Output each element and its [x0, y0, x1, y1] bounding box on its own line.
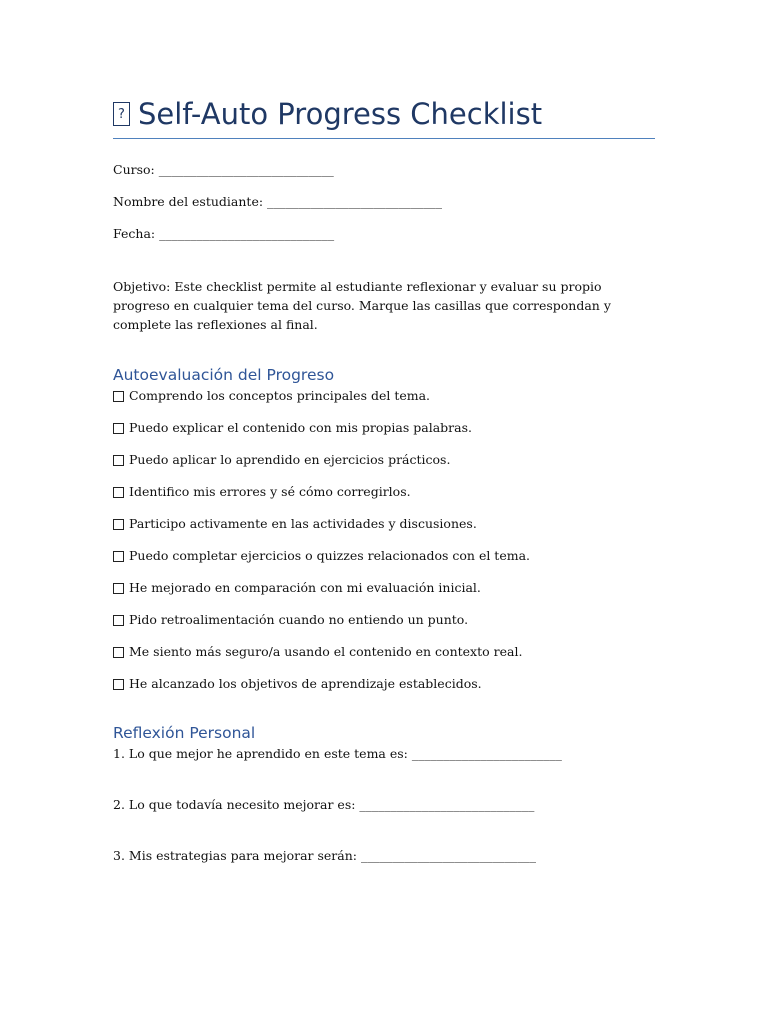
checkbox-icon[interactable]: [113, 551, 124, 562]
checklist-item[interactable]: [113, 387, 655, 405]
reflection-prompt-learned: 1. Lo que mejor he aprendido en este tema es: ________________________: [113, 746, 562, 761]
document-content: [113, 96, 655, 898]
course-field: Curso: ____________________________: [113, 162, 334, 177]
checklist-item[interactable]: [113, 675, 655, 693]
checklist-item-label: Puedo completar ejercicios o quizzes relacionados con el tema.: [129, 548, 531, 563]
document-title: [113, 96, 655, 132]
title-text: Self-Auto Progress Checklist: [138, 97, 543, 131]
checkbox-icon[interactable]: [113, 391, 124, 402]
reflection-prompt-strategies: 3. Mis estrategias para mejorar serán: ____________________________: [113, 848, 536, 863]
checklist-item-label: Puedo explicar el contenido con mis propias palabras.: [129, 420, 472, 435]
checklist-item[interactable]: [113, 419, 655, 437]
self-assessment-heading: Autoevaluación del Progreso: [113, 366, 335, 384]
objective-paragraph: Objetivo: Este checklist permite al estudiante reflexionar y evaluar su propio progreso en cualquier tema del curso. Marque las casillas que correspondan y complete las reflexiones al final.: [113, 279, 611, 332]
checkbox-icon[interactable]: [113, 679, 124, 690]
date-field: Fecha: ____________________________: [113, 226, 335, 241]
reflection-list: [113, 745, 655, 865]
checklist-item-label: Puedo aplicar lo aprendido en ejercicios prácticos.: [129, 452, 451, 467]
checklist-item[interactable]: [113, 547, 655, 565]
checklist-item[interactable]: [113, 643, 655, 661]
checklist-item[interactable]: [113, 611, 655, 629]
checklist-item[interactable]: [113, 579, 655, 597]
checklist: [113, 387, 655, 693]
checklist-item[interactable]: [113, 515, 655, 533]
checklist-item[interactable]: [113, 451, 655, 469]
checkbox-icon[interactable]: [113, 615, 124, 626]
personal-reflection-heading: Reflexión Personal: [113, 724, 256, 742]
checkbox-icon[interactable]: [113, 487, 124, 498]
checklist-item-label: He mejorado en comparación con mi evaluación inicial.: [129, 580, 481, 595]
checkbox-icon[interactable]: [113, 423, 124, 434]
checkbox-icon[interactable]: [113, 583, 124, 594]
checklist-item-label: Identifico mis errores y sé cómo corregirlos.: [129, 484, 411, 499]
checklist-item-label: Pido retroalimentación cuando no entiendo un punto.: [129, 612, 469, 627]
missing-glyph-icon: ?: [113, 102, 130, 126]
title-underline: [113, 138, 655, 139]
checkbox-icon[interactable]: [113, 455, 124, 466]
checklist-item-label: He alcanzado los objetivos de aprendizaje establecidos.: [129, 676, 482, 691]
student-name-field: Nombre del estudiante: ____________________________: [113, 194, 443, 209]
reflection-prompt-improve: 2. Lo que todavía necesito mejorar es: ____________________________: [113, 797, 535, 812]
checklist-item-label: Comprendo los conceptos principales del tema.: [129, 388, 431, 403]
checklist-item[interactable]: [113, 483, 655, 501]
checkbox-icon[interactable]: [113, 647, 124, 658]
checklist-item-label: Me siento más seguro/a usando el contenido en contexto real.: [129, 644, 523, 659]
checkbox-icon[interactable]: [113, 519, 124, 530]
checklist-item-label: Participo activamente en las actividades y discusiones.: [129, 516, 477, 531]
